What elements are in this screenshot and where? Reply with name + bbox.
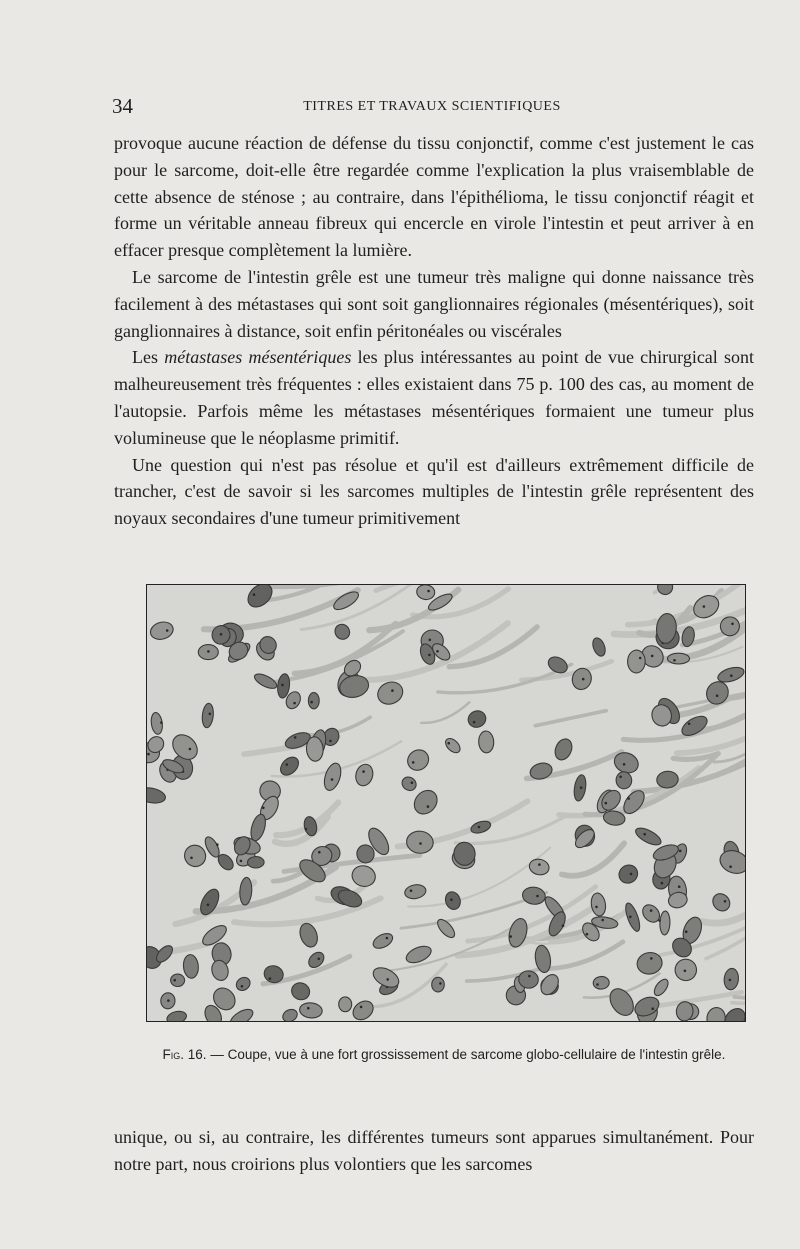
nucleolus	[318, 851, 321, 854]
cell-nucleus	[616, 861, 642, 886]
figure-label: Fig. 16.	[162, 1047, 207, 1062]
nucleolus	[729, 865, 732, 868]
metastases-lead: Les	[132, 347, 158, 368]
nucleolus	[582, 678, 585, 681]
cell-nucleus	[432, 977, 445, 992]
cell-nucleus	[410, 786, 442, 819]
cell-nucleus	[374, 678, 406, 708]
nucleolus	[678, 885, 681, 888]
cell-nucleus	[443, 736, 463, 756]
cell-nucleus	[168, 730, 202, 764]
nucleolus	[673, 659, 676, 662]
nucleolus	[428, 654, 431, 657]
nucleolus	[207, 650, 210, 653]
nucleolus	[360, 1006, 363, 1009]
nucleolus	[411, 781, 414, 784]
nucleolus	[190, 857, 193, 860]
cell-nucleus	[248, 813, 268, 843]
cell-nucleus	[247, 856, 264, 868]
nucleolus	[391, 689, 394, 692]
cell-nucleus	[201, 703, 214, 728]
cell-nucleus	[399, 774, 418, 793]
cell-nucleus	[308, 693, 319, 709]
cell-nucleus	[655, 585, 675, 597]
nucleolus	[703, 605, 706, 608]
cell-nucleus	[709, 890, 733, 914]
cell-nucleus	[705, 1006, 726, 1021]
nucleolus	[167, 999, 170, 1002]
figure-caption-text: — Coupe, vue à une fort grossissement de sarcome globo-cellulaire de l'intestin grêle.	[210, 1047, 726, 1062]
nucleolus	[684, 970, 687, 973]
nucleolus	[281, 684, 284, 687]
stroma-fiber	[562, 843, 624, 876]
cell-nucleus	[350, 863, 378, 889]
cell-nucleus	[404, 883, 427, 900]
nucleolus	[685, 930, 688, 933]
cell-nucleus	[723, 968, 739, 991]
nucleolus	[627, 797, 630, 800]
cell-nucleus	[166, 1009, 188, 1021]
cell-nucleus	[632, 994, 662, 1020]
nucleolus	[450, 898, 453, 901]
cell-nucleus	[443, 890, 462, 912]
cell-nucleus	[148, 619, 175, 641]
nucleolus	[429, 639, 432, 642]
nucleolus	[729, 979, 732, 982]
nucleolus	[386, 937, 389, 940]
nucleolus	[639, 657, 642, 660]
cell-nucleus	[416, 585, 436, 601]
histology-micrograph	[147, 585, 745, 1021]
nucleolus	[307, 1007, 310, 1010]
cell-nucleus	[281, 1007, 300, 1021]
cell-nucleus	[338, 997, 352, 1012]
nucleolus	[147, 753, 150, 756]
nucleolus	[605, 802, 608, 805]
nucleolus	[386, 978, 389, 981]
nucleolus	[688, 722, 691, 725]
nucleolus	[436, 650, 439, 653]
cell-nucleus	[652, 977, 671, 998]
stroma-fiber	[550, 942, 623, 969]
nucleolus	[310, 701, 313, 704]
nucleolus	[220, 633, 223, 636]
cell-nucleus	[297, 921, 321, 949]
nucleolus	[538, 863, 541, 866]
nucleolus	[269, 977, 272, 980]
nucleolus	[439, 982, 442, 985]
cell-nucleus	[590, 892, 607, 917]
figure-caption	[144, 1046, 744, 1064]
nucleolus	[412, 761, 415, 764]
nucleolus	[419, 842, 422, 845]
nucleolus	[294, 736, 297, 739]
nucleolus	[209, 713, 212, 716]
running-title: TITRES ET TRAVAUX SCIENTIFIQUES	[303, 99, 561, 114]
nucleolus	[286, 763, 289, 766]
metastases-emphasis: métastases mésentériques	[164, 347, 352, 368]
nucleolus	[724, 900, 727, 903]
nucleolus	[619, 776, 622, 779]
cell-nucleus	[147, 786, 167, 806]
cell-nucleus	[289, 980, 312, 1002]
nucleolus	[650, 909, 653, 912]
nucleolus	[318, 958, 321, 961]
nucleolus	[580, 786, 583, 789]
cell-nucleus	[627, 650, 645, 673]
cell-nucleus	[552, 736, 575, 762]
cell-nucleus	[639, 901, 663, 925]
nucleolus	[473, 721, 476, 724]
nucleolus	[661, 882, 664, 885]
nucleolus	[586, 933, 589, 936]
nucleolus	[253, 593, 256, 596]
nucleolus	[207, 904, 210, 907]
nucleolus	[216, 843, 219, 846]
page-header	[112, 88, 752, 118]
cell-nucleus	[659, 911, 670, 935]
nucleolus	[679, 850, 682, 853]
nucleolus	[427, 590, 430, 593]
nucleolus	[329, 740, 332, 743]
paragraph-sarcoma-malignancy: Le sarcome de l'intestin grêle est une tumeur très maligne qui donne naissance très facilement à des métastases qui sont soit ganglionnaires régionales (mésentériques), soit ganglionnaires à distance, soit enfin péritonéales ou viscérales	[114, 266, 754, 341]
nucleolus	[596, 983, 599, 986]
body-text-top	[114, 130, 754, 532]
cell-nucleus	[406, 830, 435, 855]
nucleolus	[651, 1007, 654, 1010]
nucleolus	[305, 828, 308, 831]
cell-nucleus	[590, 636, 607, 658]
stroma-fiber	[660, 927, 745, 955]
cell-nucleus	[633, 825, 663, 848]
cell-nucleus	[299, 1002, 323, 1019]
nucleolus	[536, 895, 539, 898]
cell-nucleus	[234, 975, 253, 993]
nucleolus	[160, 721, 163, 724]
cell-nucleus	[182, 954, 199, 979]
nucleolus	[651, 655, 654, 658]
cell-nucleus	[623, 901, 643, 932]
cell-nucleus	[239, 877, 253, 905]
paragraph-continuation-bottom: unique, ou si, au contraire, les différentes tumeurs sont apparues simultanément. Pour notre part, nous croirions plus volontiers que les sarcomes	[114, 1127, 754, 1174]
cell-nucleus	[180, 841, 209, 871]
cell-nucleus	[277, 754, 302, 779]
nucleolus	[731, 623, 734, 626]
nucleolus	[427, 805, 430, 808]
nucleolus	[595, 906, 598, 909]
nucleolus	[730, 674, 733, 677]
cell-nucleus	[668, 653, 690, 664]
nucleolus	[528, 975, 531, 978]
paragraph-metastases	[114, 344, 754, 451]
cell-nucleus	[537, 971, 561, 997]
nucleolus	[293, 702, 296, 705]
nucleolus	[562, 924, 565, 927]
nucleolus	[650, 957, 653, 960]
cell-nucleus	[252, 671, 278, 691]
cell-nucleus	[615, 771, 632, 790]
body-text-bottom	[114, 1124, 754, 1178]
stroma-fiber	[421, 702, 469, 723]
nucleolus	[410, 889, 413, 892]
stroma-fiber	[376, 585, 422, 591]
cell-nucleus	[522, 886, 547, 906]
nucleolus	[262, 807, 265, 810]
cell-nucleus	[528, 857, 551, 876]
nucleolus	[643, 833, 646, 836]
nucleolus	[478, 826, 481, 829]
nucleolus	[629, 916, 632, 919]
nucleolus	[331, 778, 334, 781]
metastases-rest: les plus intéressantes au point de vue chirurgical sont malheureusement très fréquentes : elles existaient dans 75 p. 100 des cas, au moment de l'autopsie. Parfois même les métastases mésentériques formaient une tumeur plus volumineuse que le néoplasme primitif.	[114, 347, 755, 448]
nucleolus	[623, 763, 626, 766]
page-number: 34	[112, 94, 133, 118]
nucleolus	[716, 694, 719, 697]
cell-nucleus	[353, 762, 375, 788]
nucleolus	[189, 748, 192, 751]
nucleolus	[241, 985, 244, 988]
cell-nucleus	[332, 621, 352, 642]
nucleolus	[240, 860, 243, 863]
nucleolus	[447, 742, 450, 745]
cell-nucleus	[170, 974, 184, 987]
histology-figure	[146, 584, 746, 1022]
cell-nucleus	[717, 847, 745, 877]
cell-nucleus	[478, 731, 494, 754]
cell-nucleus	[349, 997, 376, 1021]
nucleolus	[166, 629, 169, 632]
paragraph-continuation: provoque aucune réaction de défense du tissu conjonctif, comme c'est justement le cas pour le sarcome, doit-elle être regardée comme l'explication la plus vraisemblable de cette absence de sténose ; au contraire, dans l'épithélioma, le tissu conjonctif réagit et forme un véritable anneau fibreux qui encercle en virole l'intestin et peut arriver à en effacer presque complètement la lumière.	[114, 133, 754, 261]
nucleolus	[630, 873, 633, 876]
cell-nucleus	[321, 761, 344, 792]
nucleolus	[509, 935, 512, 938]
nucleolus	[601, 919, 604, 922]
nucleolus	[362, 770, 365, 773]
cell-nucleus	[404, 746, 433, 775]
nucleolus	[173, 979, 176, 982]
cell-nucleus	[466, 708, 489, 730]
cell-nucleus	[593, 976, 610, 990]
cell-nucleus	[371, 930, 395, 951]
paragraph-question: Une question qui n'est pas résolue et qu'il est d'ailleurs extrêmement difficile de trancher, c'est de savoir si les sarcomes multiples de l'intestin grêle représentent des noyaux secondaires d'une tumeur primitivement	[114, 454, 754, 529]
stroma-fiber	[535, 711, 606, 726]
